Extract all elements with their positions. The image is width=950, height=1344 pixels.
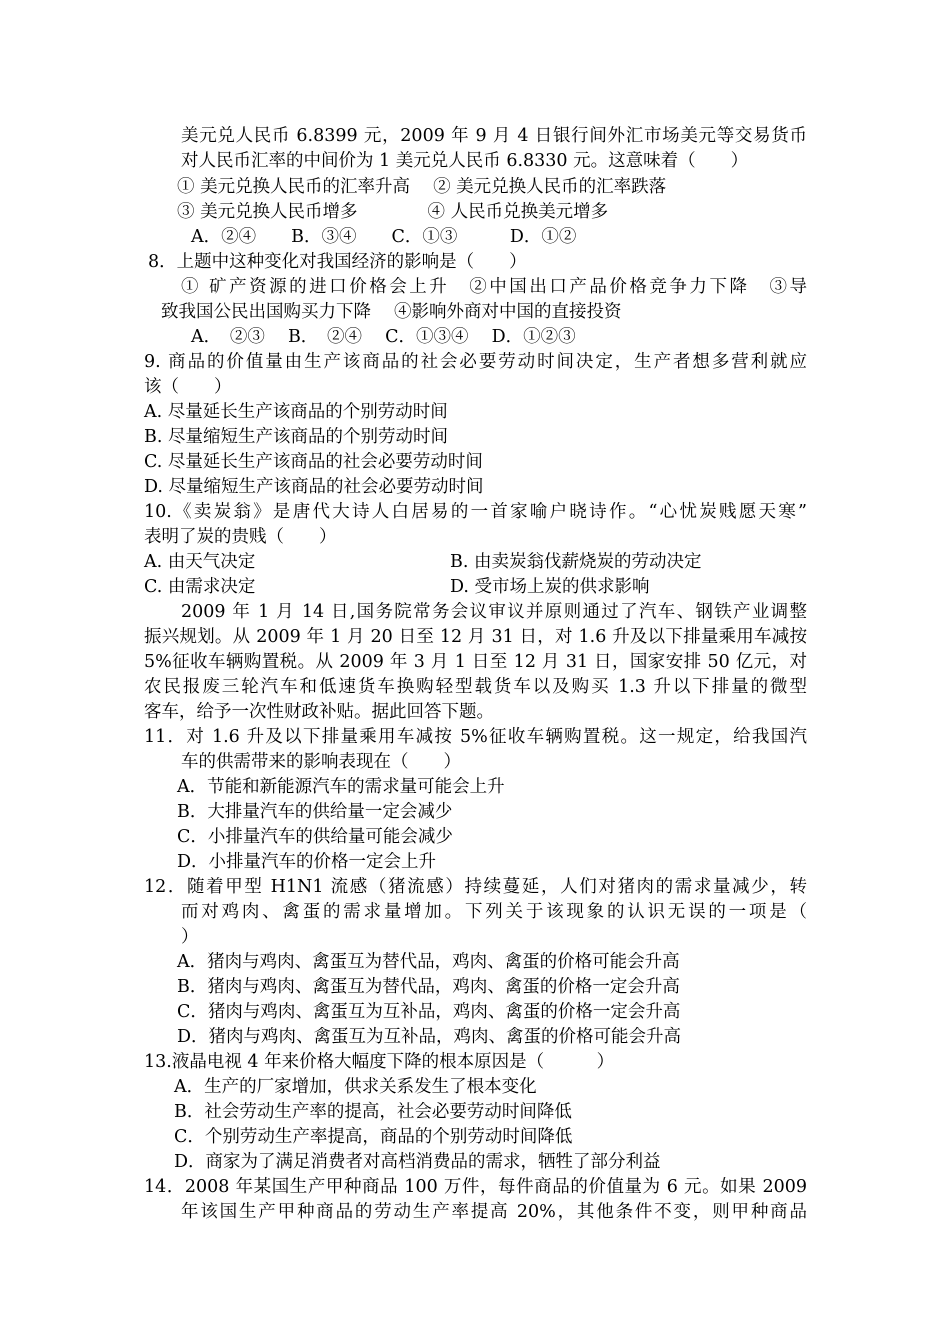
option-d: D. 受市场上炭的供求影响 bbox=[450, 577, 650, 597]
passage-line: 农民报废三轮汽车和低速货车换购轻型载货车以及购买 1.3 升以下排量的微型 bbox=[144, 677, 807, 697]
question-12: 12．随着甲型 H1N1 流感（猪流感）持续蔓延，人们对猪肉的需求量减少，转 bbox=[144, 877, 807, 897]
text-line: 年该国生产甲种商品的劳动生产率提高 20%，其他条件不变，则甲种商品 bbox=[181, 1202, 807, 1222]
question-10: 10.《卖炭翁》是唐代大诗人白居易的一首家喻户晓诗作。“心忧炭贱愿天寒” bbox=[144, 502, 807, 522]
option-d: D. 尽量缩短生产该商品的社会必要劳动时间 bbox=[144, 477, 484, 497]
passage-line: 5%征收车辆购置税。从 2009 年 3 月 1 日至 12 月 31 日，国家安排 50 亿元，对 bbox=[144, 652, 807, 672]
option-b: B．大排量汽车的供给量一定会减少 bbox=[177, 802, 453, 822]
option-b: B. 尽量缩短生产该商品的个别劳动时间 bbox=[144, 427, 448, 447]
text-line: A．②④ B．③④ C．①③ D．①② bbox=[191, 227, 577, 247]
option-a: A．节能和新能源汽车的需求量可能会上升 bbox=[177, 777, 505, 797]
option-c: C．小排量汽车的供给量可能会减少 bbox=[177, 827, 453, 847]
option-c: C. 由需求决定 bbox=[144, 577, 256, 597]
option-a: A．猪肉与鸡肉、禽蛋互为替代品，鸡肉、禽蛋的价格可能会升高 bbox=[177, 952, 680, 972]
option-b: B. 由卖炭翁伐薪烧炭的劳动决定 bbox=[450, 552, 702, 572]
option-c: C．猪肉与鸡肉、禽蛋互为互补品，鸡肉、禽蛋的价格一定会升高 bbox=[177, 1002, 681, 1022]
text-line: ） bbox=[181, 927, 199, 947]
text-line: 该（ ） bbox=[144, 377, 232, 397]
question-9: 9. 商品的价值量由生产该商品的社会必要劳动时间决定，生产者想多营利就应 bbox=[144, 352, 807, 372]
text-line: ③ 美元兑换人民币增多 ④ 人民币兑换美元增多 bbox=[177, 202, 609, 222]
text-line: 而对鸡肉、禽蛋的需求量增加。下列关于该现象的认识无误的一项是（ bbox=[181, 902, 807, 922]
question-11: 11．对 1.6 升及以下排量乘用车减按 5%征收车辆购置税。这一规定，给我国汽 bbox=[144, 727, 807, 747]
text-line: 致我国公民出国购买力下降 ④影响外商对中国的直接投资 bbox=[161, 302, 622, 322]
option-b: B．社会劳动生产率的提高，社会必要劳动时间降低 bbox=[174, 1102, 572, 1122]
option-c: C. 尽量延长生产该商品的社会必要劳动时间 bbox=[144, 452, 483, 472]
text-line: 美元兑人民币 6.8399 元，2009 年 9 月 4 日银行间外汇市场美元等交易货币 bbox=[181, 126, 807, 146]
question-13: 13.液晶电视 4 年来价格大幅度下降的根本原因是（ ） bbox=[144, 1052, 615, 1072]
option-d: D．小排量汽车的价格一定会上升 bbox=[177, 852, 437, 872]
text-line: A． ②③ B． ②④ C．①③④ D．①②③ bbox=[191, 327, 576, 347]
passage-line: 振兴规划。从 2009 年 1 月 20 日至 12 月 31 日，对 1.6 升及以下排量乘用车减按 bbox=[144, 627, 807, 647]
option-d: D．商家为了满足消费者对高档消费品的需求，牺牲了部分利益 bbox=[174, 1152, 661, 1172]
passage-line: 2009 年 1 月 14 日,国务院常务会议审议并原则通过了汽车、钢铁产业调整 bbox=[181, 602, 807, 622]
option-b: B．猪肉与鸡肉、禽蛋互为替代品，鸡肉、禽蛋的价格一定会升高 bbox=[177, 977, 680, 997]
passage-line: 客车，给予一次性财政补贴。据此回答下题。 bbox=[144, 702, 494, 722]
option-a: A. 尽量延长生产该商品的个别劳动时间 bbox=[144, 402, 448, 422]
text-line: 表明了炭的贵贱（ ） bbox=[144, 527, 337, 547]
text-line: 对人民币汇率的中间价为 1 美元兑人民币 6.8330 元。这意味着（ ） bbox=[181, 151, 749, 171]
option-d: D．猪肉与鸡肉、禽蛋互为互补品，鸡肉、禽蛋的价格可能会升高 bbox=[177, 1027, 682, 1047]
text-line: ① 美元兑换人民币的汇率升高 ② 美元兑换人民币的汇率跌落 bbox=[177, 177, 667, 197]
option-a: A. 由天气决定 bbox=[144, 552, 256, 572]
question-8: 8．上题中这种变化对我国经济的影响是（ ） bbox=[148, 252, 527, 272]
question-14: 14．2008 年某国生产甲种商品 100 万件，每件商品的价值量为 6 元。如果 2009 bbox=[144, 1177, 807, 1197]
option-c: C．个别劳动生产率提高，商品的个别劳动时间降低 bbox=[174, 1127, 573, 1147]
text-line: 车的供需带来的影响表现在（ ） bbox=[181, 752, 461, 772]
text-line: ① 矿产资源的进口价格会上升 ②中国出口产品价格竞争力下降 ③导 bbox=[181, 277, 807, 297]
option-a: A．生产的厂家增加，供求关系发生了根本变化 bbox=[174, 1077, 537, 1097]
